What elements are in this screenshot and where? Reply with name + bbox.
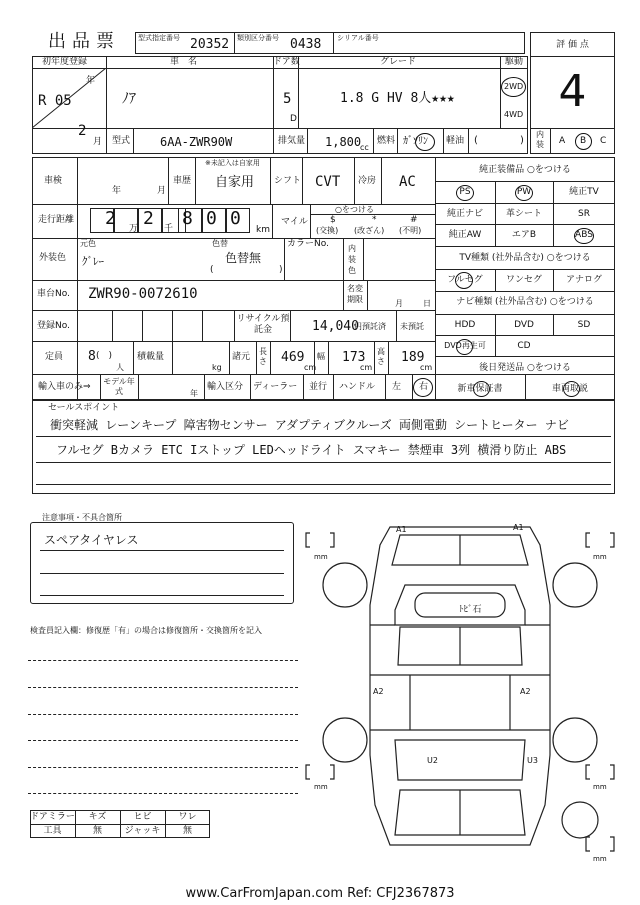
eq-sr: SR (578, 209, 590, 219)
mileage-hash: # (410, 215, 418, 225)
mileage-digit-2: 2 (143, 208, 154, 229)
type-label: 型式 (112, 136, 131, 146)
fuel-value: ｶﾞｿﾘﾝ (403, 136, 428, 147)
mm-rear-left: mm (314, 783, 328, 791)
history-note: ※未記入は自家用 (205, 159, 260, 167)
navi-dvd: DVD (514, 320, 534, 330)
model-designation-value: 20352 (190, 37, 230, 52)
import-type-label: 輸入区分 (207, 382, 244, 392)
mileage-digit-5: 0 (230, 208, 241, 229)
mile-label: マイル (281, 217, 308, 227)
later-manual: 車両取説 (551, 384, 588, 394)
mm-front-left: mm (314, 553, 328, 561)
color-no-label: カラーNo. (287, 239, 329, 249)
capacity-value: 8 (88, 349, 96, 364)
eq-leather: 革シート (505, 209, 542, 219)
type-value: 6AA-ZWR90W (160, 135, 233, 149)
handle-right-circle (413, 378, 433, 397)
navi-hdd: HDD (454, 320, 476, 330)
cooler-label: 冷房 (358, 176, 377, 186)
grade-text: 1.8 G HV 8人★★★ (340, 91, 455, 106)
drive-label: 駆動 (505, 57, 524, 67)
tv-fullseg-circle (455, 272, 473, 289)
mileage-altered: (改ざん) (354, 226, 385, 235)
car-damage-diagram (300, 515, 620, 870)
changed-paren-close: ) (279, 265, 283, 275)
height-cm: cm (420, 363, 433, 372)
import-parallel: 並行 (309, 382, 328, 392)
eq-tv: 純正TV (569, 187, 599, 197)
width-cm: cm (360, 363, 373, 372)
reg-month: 2 (78, 123, 87, 139)
car-name-label: 車 名 (170, 57, 198, 67)
later-title: 後日発送品 ○をつける (479, 363, 571, 373)
tools-value: 無 (92, 826, 102, 836)
later-manual-circle (563, 381, 580, 397)
load-label: 積載量 (137, 352, 165, 362)
mileage-digit-3: 8 (182, 208, 193, 229)
tv-analog: アナログ (565, 275, 602, 285)
interior-a: A (559, 136, 566, 146)
diagram-a1-left: A1 (396, 525, 407, 534)
eq-pw: PW (516, 187, 532, 197)
history-label: 車歴 (173, 176, 192, 186)
grade-value: 4 (558, 66, 587, 117)
doors-label: ドア数 (273, 57, 300, 67)
navi-cd: CD (517, 341, 531, 351)
recycle-status: 円預託済 (354, 322, 386, 331)
tv-oneseg: ワンセグ (505, 275, 542, 285)
eq-ps: PS (459, 187, 471, 197)
changed-paren-open: ( (210, 265, 214, 275)
import-label: 輸入車のみ⇒ (38, 382, 91, 392)
jack-label: ジャッキ (124, 826, 161, 836)
displacement-unit: cc (360, 143, 369, 152)
diagram-a2-right: A2 (520, 687, 531, 696)
height-value: 189 (401, 350, 425, 365)
capacity-unit: 人 (116, 363, 124, 372)
later-warranty-circle (473, 381, 490, 397)
car-name-value: ﾉｱ (122, 91, 136, 107)
width-label: 幅 (317, 352, 325, 361)
model-designation-label: 型式指定番号 (138, 34, 180, 42)
displacement-value: 1,800 (325, 135, 362, 149)
chassis-value: ZWR90-0072610 (88, 286, 198, 302)
fuel-paren-open: ( (474, 135, 478, 146)
jack-value: 無 (182, 826, 192, 836)
door-suffix: D (290, 114, 297, 124)
handle-label: ハンドル (339, 382, 376, 392)
doors-value: 5 (283, 91, 292, 107)
mileage-unknown: (不明) (399, 226, 422, 235)
width-value: 173 (342, 350, 366, 365)
year-unit: 年 (86, 76, 96, 86)
color-label: 外装色 (39, 253, 67, 263)
history-value: 自家用 (215, 175, 255, 190)
interior-color-label: 内装色 (348, 244, 356, 275)
footer-ref: www.CarFromJapan.com Ref: CFJ2367873 (185, 886, 455, 901)
mm-rear-right: mm (593, 783, 607, 791)
sales-line-1: 衝突軽減 レーンキープ 障害物センサー アダプティブクルーズ 両側電動 シートヒーター ナビ (50, 418, 569, 432)
crack-label: ヒビ (133, 812, 152, 822)
interior-c: C (600, 136, 607, 146)
month-unit: 月 (93, 137, 103, 147)
original-color-value: ｸﾞﾚｰ (82, 255, 104, 268)
grade-col-label: グレード (380, 57, 417, 67)
handle-left: 左 (392, 382, 402, 392)
expiry-day: 日 (423, 299, 431, 308)
eq-pw-circle (515, 185, 533, 201)
mileage-sen: 千 (164, 224, 174, 234)
navi-dvd-play: DVD再生可 (444, 341, 486, 350)
mileage-digit-1: 2 (105, 208, 116, 229)
eq-navi: 純正ナビ (446, 209, 483, 219)
fuel-label: 燃料 (377, 136, 396, 146)
light-oil-label: 軽油 (446, 136, 465, 146)
mileage-unit: km (256, 225, 270, 235)
navi-sd: SD (577, 320, 591, 330)
chassis-label: 車台No. (37, 289, 70, 299)
length-label: 長さ (259, 347, 267, 366)
mileage-dollar: $ (330, 215, 336, 225)
category-value: 0438 (290, 37, 322, 52)
shift-value: CVT (315, 174, 341, 190)
changed-color-label: 色替 (212, 239, 228, 248)
mileage-man: 万 (129, 224, 139, 234)
category-label: 類別区分番号 (237, 34, 279, 42)
inspector-label: 検査員記入欄：修復歴「有」の場合は修復箇所・交換箇所を記入 (30, 626, 262, 635)
reg-era: R 05 (38, 93, 72, 109)
notes-label: 注意事項・不具合箇所 (42, 513, 122, 522)
changed-color-value: 色替無 (225, 251, 262, 265)
inspection-year: 年 (112, 186, 122, 196)
load-unit: kg (212, 363, 222, 372)
drive-2wd: 2WD (504, 82, 524, 91)
eq-airbag: エアB (511, 230, 537, 240)
serial-label: シリアル番号 (337, 34, 379, 42)
height-label: 高さ (377, 347, 385, 366)
navi-title: ナビ種類 (社外品含む) ○をつける (456, 297, 594, 307)
mileage-circle-note: ○をつける (335, 205, 374, 214)
eq-ps-circle (456, 185, 474, 201)
tv-fullseg: フルセグ (447, 275, 483, 285)
diagram-roof-note: ﾄﾋﾞ石 (459, 605, 482, 615)
tools-label: 工具 (43, 826, 62, 836)
diagram-a1-right: A1 (513, 523, 524, 532)
genuine-title: 純正装備品 ○をつける (479, 165, 571, 175)
split-label: ワレ (178, 812, 197, 822)
mileage-star: * (372, 215, 377, 225)
diagram-u2: U2 (427, 756, 438, 765)
cooler-value: AC (399, 174, 416, 190)
capacity-label: 定員 (45, 352, 64, 362)
first-reg-label: 初年度登録 (42, 57, 88, 67)
mirror-label: ドアミラー (30, 812, 75, 822)
handle-right: 右 (419, 382, 429, 392)
interior-b-circle (575, 133, 592, 150)
shift-label: シフト (274, 176, 302, 186)
grade-label: 評 価 点 (556, 40, 589, 50)
diagram-u3: U3 (527, 756, 538, 765)
sales-line-2: フルセグ Bカメラ ETC Iストップ LEDヘッドライト スマキー 禁煙車 3列 横滑り防止 ABS (56, 443, 567, 457)
later-warranty: 新車保証書 (457, 384, 503, 394)
model-year-unit: 年 (190, 389, 198, 398)
mileage-digit-4: 0 (206, 208, 217, 229)
notes-line-1: スペアタイヤレス (44, 533, 139, 547)
length-value: 469 (281, 350, 305, 365)
interior-label: 内装 (536, 130, 544, 149)
recycle-value: 14,040 (312, 319, 359, 334)
fuel-paren-close: ) (520, 135, 524, 146)
mm-front-right: mm (593, 553, 607, 561)
mileage-label: 走行距離 (38, 215, 75, 225)
fuel-circle (415, 133, 435, 151)
eq-abs-circle (574, 228, 594, 244)
page-title: 出品票 (48, 31, 120, 52)
mirror-value: キズ (88, 812, 107, 822)
interior-b: B (580, 136, 587, 146)
expiry-month: 月 (395, 299, 403, 308)
diagram-a2-left: A2 (373, 687, 384, 696)
mm-spare: mm (593, 855, 607, 863)
displacement-label: 排気量 (278, 136, 306, 146)
navi-dvd-play-circle (456, 339, 473, 355)
dims-label: 諸元 (232, 352, 251, 362)
drive-4wd: 4WD (504, 110, 524, 119)
inspection-label: 車検 (44, 176, 63, 186)
import-dealer: ディーラー (253, 382, 298, 392)
eq-abs: ABS (575, 230, 593, 240)
inspection-month: 月 (157, 186, 167, 196)
model-year-label: モデル年式 (103, 377, 135, 396)
not-deposited: 未預託 (400, 322, 424, 331)
mileage-exchange: (交換) (316, 226, 339, 235)
capacity-paren: ( ) (96, 351, 113, 361)
registration-label: 登録No. (37, 321, 70, 331)
tv-title: TV種類 (社外品含む) ○をつける (459, 253, 591, 263)
sales-label: セールスポイント (48, 403, 120, 413)
expiry-label: 名変期限 (347, 284, 363, 304)
eq-aw: 純正AW (448, 230, 482, 240)
recycle-label: リサイクル預託金 (236, 314, 290, 335)
drive-2wd-circle (501, 77, 526, 97)
original-color-label: 元色 (80, 239, 96, 248)
length-cm: cm (304, 363, 317, 372)
